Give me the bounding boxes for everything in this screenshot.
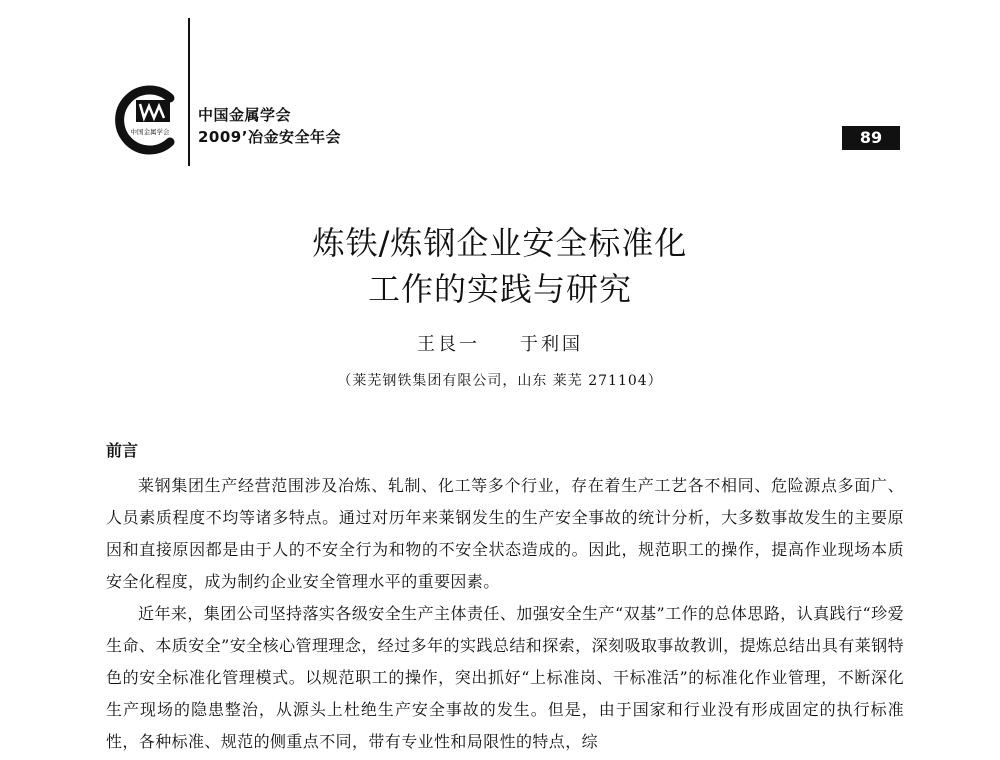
body-paragraph: 近年来，集团公司坚持落实各级安全生产主体责任、加强安全生产“双基”工作的总体思路，认真践行“珍爱生命、本质安全”安全核心管理理念，经过多年的实践总结和探索，深刻吸取事故教训，提炼总结出具有莱钢特色的安全标准化管理模式。以规范职工的操作，突出抓好“上标准岗、干标准活”的标准化作业管理，不断深化生产现场的隐患整治，从源头上杜绝生产安全事故的发生。但是，由于国家和行业没有形成固定的执行标准性，各种标准、规范的侧重点不同，带有专业性和局限性的特点，综 — [106, 604, 904, 751]
conference-name: 2009’冶金安全年会 — [198, 128, 341, 146]
logo-caption: 中国金属学会 — [130, 128, 170, 136]
section-heading: 前言 — [106, 441, 139, 460]
society-logo-icon — [106, 84, 184, 156]
author-name: 王艮一 — [417, 334, 480, 355]
page-number-badge: 89 — [842, 126, 900, 150]
conference-header — [198, 104, 341, 148]
article-title — [0, 220, 1000, 312]
society-name: 中国金属学会 — [198, 106, 292, 124]
author-list — [0, 330, 1000, 356]
body-paragraph: 莱钢集团生产经营范围涉及冶炼、轧制、化工等多个行业，存在着生产工艺各不相同、危险源点多面广、人员素质程度不均等诸多特点。通过对历年来莱钢发生的生产安全事故的统计分析，大多数事故发生的主要原因和直接原因都是由于人的不安全行为和物的不安全状态造成的。因此，规范职工的操作，提高作业现场本质安全化程度，成为制约企业安全管理水平的重要因素。 — [106, 476, 904, 591]
author-name: 于利国 — [520, 334, 583, 355]
title-line-2: 工作的实践与研究 — [367, 270, 632, 308]
title-line-1: 炼铁/炼钢企业安全标准化 — [312, 224, 688, 262]
society-logo — [106, 84, 184, 156]
article-body — [106, 470, 904, 758]
header-divider-line — [188, 18, 190, 166]
author-affiliation: （莱芜钢铁集团有限公司，山东 莱芜 271104） — [337, 373, 663, 389]
